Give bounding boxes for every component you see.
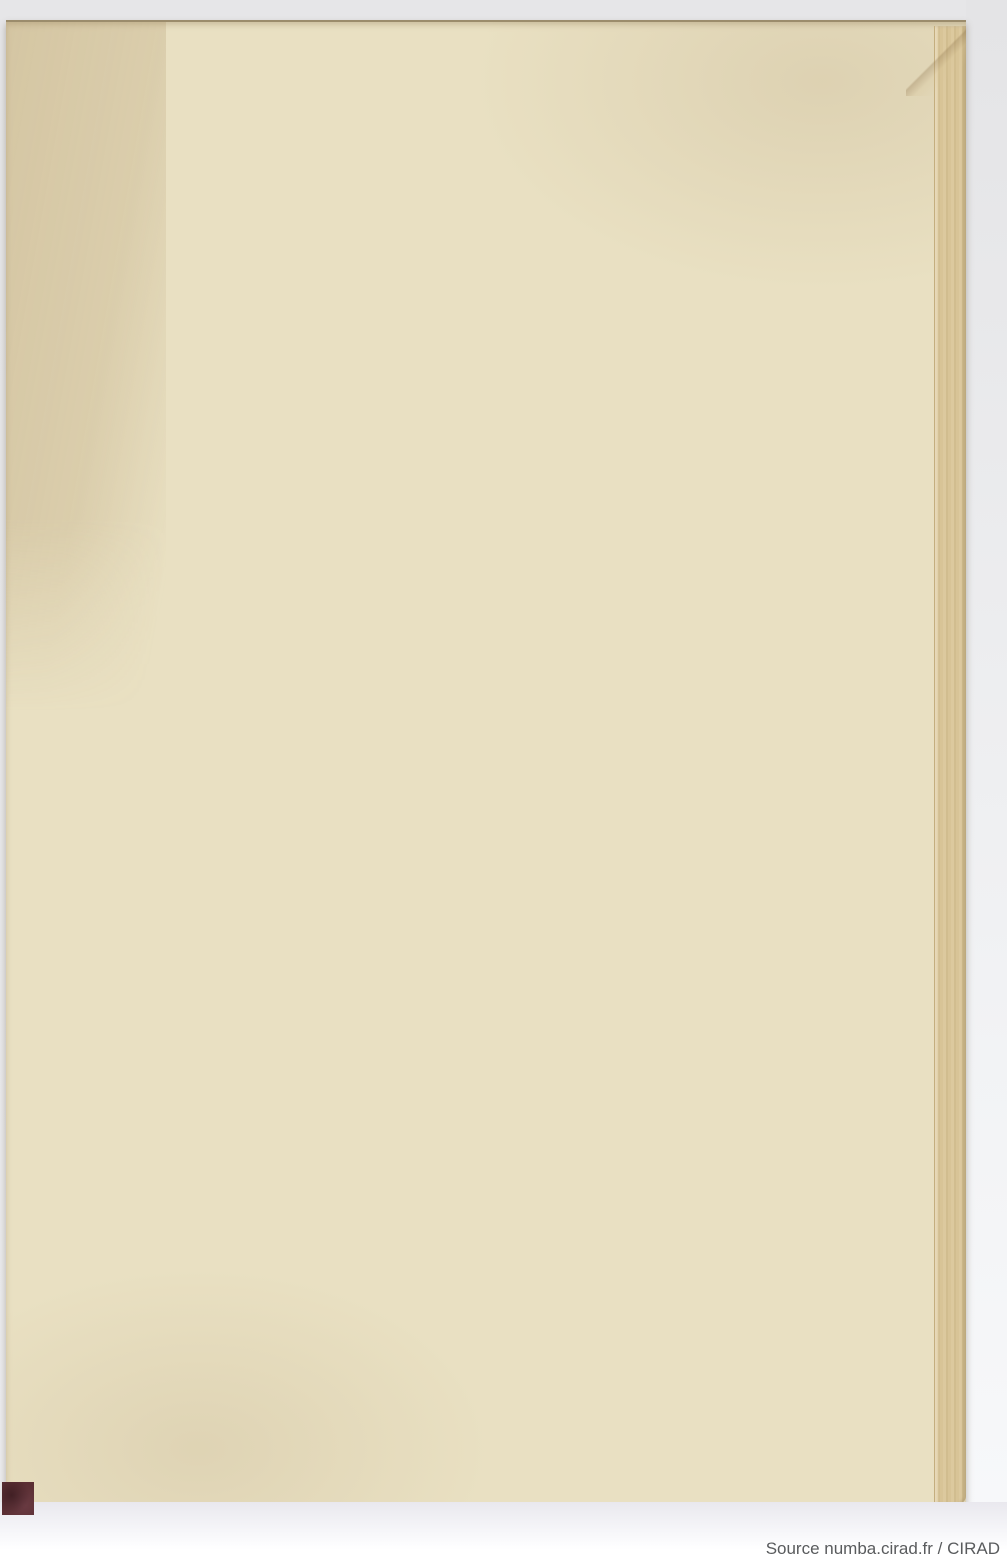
source-attribution: Source numba.cirad.fr / CIRAD xyxy=(765,1539,1000,1558)
scan-background-right xyxy=(966,0,1007,1510)
page-texture xyxy=(6,22,966,1508)
book-page xyxy=(6,20,966,1510)
book-cover-corner xyxy=(2,1482,34,1515)
book-fore-edge-corner xyxy=(906,26,966,96)
book-fore-edge xyxy=(934,26,966,1504)
